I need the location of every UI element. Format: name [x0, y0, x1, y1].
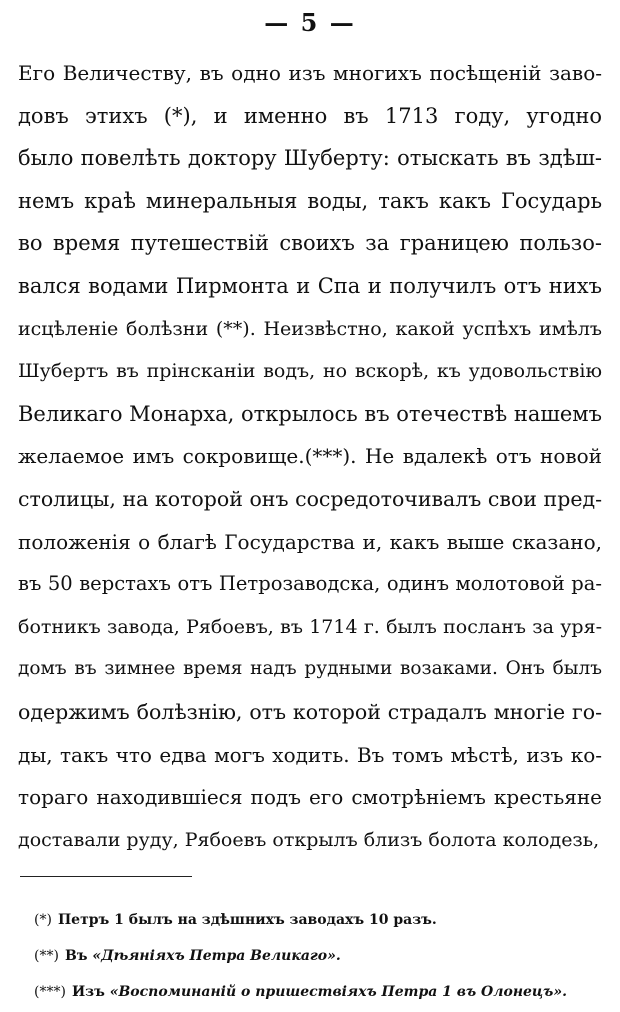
text-line: домъ въ зимнее время надъ рудными возаками. Онъ былъ [18, 658, 602, 680]
text-line: въ 50 верстахъ отъ Петрозаводска, одинъ молотовой ра- [18, 572, 602, 596]
footnote-mark: (*) [34, 912, 52, 928]
body-text [18, 52, 602, 861]
footnote [34, 974, 604, 1010]
footnote-text: Въ [64, 948, 93, 964]
text-line: тораго находившіеся подъ его смотрѣніемъ крестьяне [18, 785, 602, 810]
text-line: довъ этихъ (*), и именно въ 1713 году, угодно [18, 103, 602, 128]
footnote-divider [20, 876, 192, 877]
text-line: исцѣленіе болѣзни (**). Неизвѣстно, какой успѣхъ имѣлъ [18, 317, 602, 340]
text-line: одержимъ болѣзнію, отъ которой страдалъ многіе го- [18, 699, 602, 724]
footnotes [34, 902, 604, 1010]
footnote-mark: (**) [34, 948, 59, 964]
text-line: вался водами Пирмонта и Спа и получилъ отъ нихъ [18, 273, 602, 298]
footnote-text: Изъ [71, 984, 110, 1000]
text-line: ботникъ завода, Рябоевъ, въ 1714 г. былъ посланъ за уря- [18, 615, 602, 638]
footnote [34, 902, 604, 938]
text-line: положенія о благѣ Государства и, какъ выше сказано, [18, 529, 602, 554]
text-line: Его Величеству, въ одно изъ многихъ посѣщеній заво- [18, 61, 602, 85]
text-line: во время путешествій своихъ за границею пользо- [18, 231, 602, 256]
page-number: — 5 — [264, 8, 356, 37]
footnote-mark: (***) [34, 984, 66, 1000]
text-line: доставали руду, Рябоевъ открылъ близъ болота колодезь, [18, 828, 600, 851]
text-line: столицы, на которой онъ сосредоточивалъ свои пред- [18, 486, 602, 511]
text-line: было повелѣть доктору Шуберту: отыскать въ здѣш- [18, 146, 602, 171]
footnote-source: «Воспоминаній о пришествіяхъ Петра 1 въ Олонецъ». [109, 984, 567, 1000]
text-line: Великаго Монарха, открылось въ отечествѣ нашемъ [18, 401, 602, 426]
text-line: желаемое имъ сокровище.(***). Не вдалекѣ отъ новой [18, 444, 602, 469]
text-line: Шубертъ въ прінсканіи водъ, но вскорѣ, къ удовольствію [18, 360, 602, 383]
text-line: немъ краѣ минеральныя воды, такъ какъ Государь [18, 188, 602, 213]
footnote [34, 938, 604, 974]
footnote-source: «Дѣяніяхъ Петра Великаго». [92, 948, 341, 964]
text-line: ды, такъ что едва могъ ходить. Въ томъ мѣстѣ, изъ ко- [18, 742, 602, 767]
footnote-text: Петръ 1 былъ на здѣшнихъ заводахъ 10 разъ. [57, 912, 437, 928]
